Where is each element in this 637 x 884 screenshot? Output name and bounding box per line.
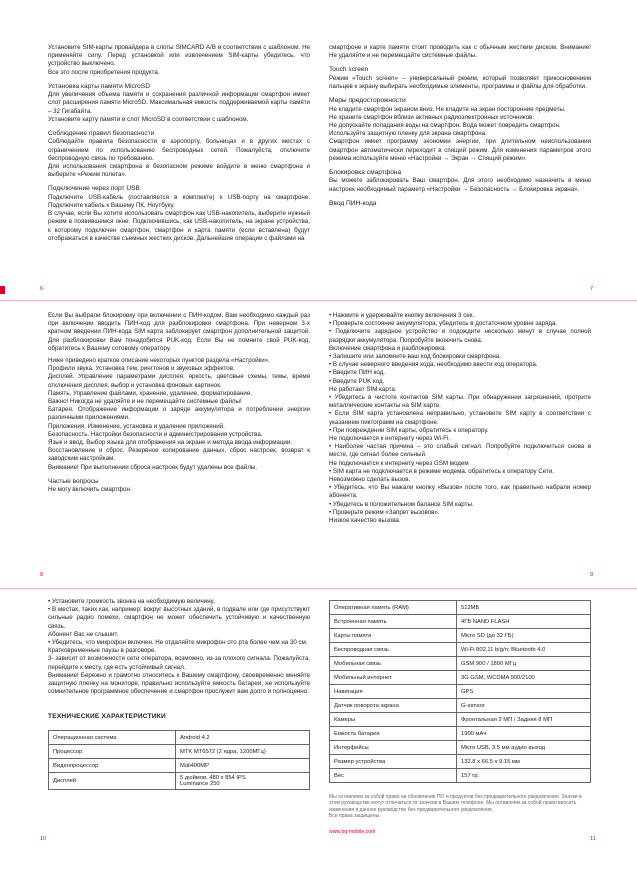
text-line: Важно! Никогда не удаляйте и не перемещайте системные файлы!	[48, 398, 242, 406]
text-line: • В случае неверного введения кода, необходимо ввести код оператора.	[329, 361, 538, 369]
spec-value: 5 дюймов, 480 x 854 IPS Luminance 250	[176, 773, 310, 790]
spec-row	[330, 699, 591, 713]
text-line: Не работает SIM карта.	[329, 385, 397, 393]
text-line: Память. Управление файлами, хранение, удаление, форматирование.	[48, 389, 253, 397]
text-line: Включение смартфона и разблокировка.	[329, 344, 447, 352]
page-8-column	[48, 312, 310, 498]
spec-row	[49, 731, 310, 745]
text-line: Подключите USB-кабель (поставляется в комплекте) к USB-порту на смартфоне. Подключите кабель к Вашему ПК, Ноутбуку.	[48, 193, 310, 210]
text-line: Все это после приобретения продукта.	[48, 68, 160, 76]
spec-value: Wi-Fi 802.11 b/g/n; Bluetooth 4.0	[457, 643, 591, 657]
page-number-8: 8	[40, 572, 44, 578]
spec-key: Емкость батареи	[330, 727, 457, 741]
spec-key: Вес	[330, 769, 457, 783]
spec-key: Интерфейсы	[330, 741, 457, 755]
spec-value: G-sensor	[457, 699, 591, 713]
spec-row	[330, 629, 591, 643]
text-line: • Установите громкость звонка на необходимую величину.	[48, 598, 215, 605]
text-line: Не допускайте попадания воды на смартфон. Вода может повредить смартфон.	[329, 122, 561, 130]
page-number-10: 10	[40, 836, 47, 842]
spec-row	[49, 745, 310, 759]
text-line: Для использования смартфона в безопасном режиме войдите в меню смартфона и выберите «Режим полета».	[48, 163, 310, 179]
text-line: Низкое качество вызова.	[329, 517, 401, 525]
spec-row	[49, 773, 310, 790]
text-line: Внимание! Бережно и грамотно относитесь к Вашему смартфону, своевременно меняйте защитную пленку на мониторе, правильно используйте емкость батареи, не используйте сомнительное программное обеспечение и смартфон прослужит вам долго и полноценно.	[48, 671, 310, 696]
text-line: Используйте защитную пленку для экрана смартфона.	[329, 130, 487, 138]
text-line: • Подключите зарядное устройство и подождите несколько минут в случае полной разрядки аккумулятора. Попробуйте включить снова.	[329, 328, 591, 344]
text-line: Приложения. Изменение, установка и удаление приложений.	[48, 422, 225, 430]
text-line: Установите карту памяти в слот MicroSD в соответствии с шаблоном.	[48, 115, 249, 123]
spread-divider-1	[0, 300, 637, 301]
page-number-11: 11	[590, 836, 596, 842]
spec-row	[330, 685, 591, 699]
text-line: • Проверьте режим «Запрет вызовов».	[329, 508, 440, 516]
spec-key: Видеопроцессор	[49, 759, 176, 773]
text-line: Соблюдайте правила безопасности в аэропорту, больницах и в других местах с ограничением по использованию беспроводных сетей. Пожалуйста, отключите беспроводную связь по требованию.	[48, 138, 310, 162]
spec-key: Операционная система	[49, 731, 176, 745]
spec-value: 4ГБ NAND FLASH	[457, 615, 591, 629]
text-line: Внимание! При выполнении сброса настроек будут удалены все файлы.	[48, 463, 258, 471]
spec-key: Процессор	[49, 745, 176, 759]
spec-value: Фронтальная 2 МП / Задняя 8 МП	[457, 713, 591, 727]
text-line: • Проверьте состояние аккумулятора, убедитесь в достаточном уровне заряда.	[329, 320, 558, 328]
text-line: • Введите ПИН код.	[329, 369, 386, 377]
text-line: • Убедитесь в положительном балансе SIM карты.	[329, 500, 474, 508]
text-line: • Убедитесь в чистоте контактов SIM карты. При обнаружении загрязнений, протрите металлические контакты на SIM карте.	[329, 394, 591, 410]
spec-row	[330, 713, 591, 727]
page-7-column	[329, 44, 591, 208]
spec-key: Встроенная память	[330, 615, 457, 629]
spec-row	[330, 615, 591, 629]
text-line: • Убедитесь, что микрофон включен. Не отдаляйте микрофон ото рта более чем на 30 см.	[48, 639, 308, 647]
text-line: • SIM карта не подключается в режиме модема, обратитесь к оператору Сети.	[329, 467, 555, 475]
spec-value: Mali400MP	[176, 759, 310, 773]
body-paragraph	[329, 106, 591, 163]
spec-key: Оперативная память (RAM)	[330, 601, 457, 615]
text-line: • Если SIM карта установлена неправильно, установите SIM карту в соответствии с указанием пиктограмм на смартфоне.	[329, 410, 591, 426]
text-line: Не подключается к интернету через GSM модем	[329, 459, 469, 467]
section-heading: Соблюдение правил безопасности	[48, 130, 155, 138]
page-9-column	[329, 312, 591, 529]
text-line: • Убедитесь, что Вы нажали кнопку «Вызов» после того, как правильно набрали номер абонента.	[329, 484, 591, 500]
spec-key: Мобильная связь	[330, 657, 457, 671]
spec-row	[330, 643, 591, 657]
text-line: • Запишите или запомните ваш код блокировки смартфона.	[329, 353, 501, 361]
text-line: Дисплей. Управление параметрами дисплея: яркость, цветовые схемы, темы, время отключения дисплея, выбор и установка фоновых картинок.	[48, 373, 310, 389]
text-line: Ниже приведено краткое описание некоторых пунктов раздела «Настройки».	[48, 357, 270, 365]
page-number-6: 6	[40, 286, 44, 292]
text-line: • При повреждении SIM карты, обратитесь к оператору.	[329, 426, 489, 434]
text-line: Профили звука. Установка тем, рингтонов и звуковых эффектов.	[48, 365, 235, 373]
body-paragraph	[48, 357, 310, 472]
spec-row	[330, 755, 591, 769]
spec-row	[330, 601, 591, 615]
section-heading: Ввод ПИН-кода	[329, 199, 377, 207]
spec-key: Навигация	[330, 685, 457, 699]
spec-row	[330, 671, 591, 685]
spread-divider-2	[0, 588, 637, 589]
specs-heading: ТЕХНИЧЕСКИЕ ХАРАКТЕРИСТИКИ	[48, 713, 166, 720]
text-line: Режим «Touch screen» – универсальный режим, который позволяет прикосновением пальцев к экрану выбирать необходимые элементы, программы и файлы для обработки.	[329, 74, 591, 91]
text-line: • В местах, таких как, например: вокруг высотных зданий, в подвале или где присутствуют сильные радио помехи, смартфон не может обеспечить устойчивую и качественную связь.	[48, 606, 310, 630]
spec-key: Карты памяти	[330, 629, 457, 643]
body-paragraph	[48, 598, 310, 696]
spec-value: 512МБ	[457, 601, 591, 615]
text-line: Безопасность. Настройки безопасности и администрирования устройства.	[48, 430, 263, 438]
spec-value: Android 4.2	[176, 731, 310, 745]
spec-value: 3G GSM, WCDMA 900/2100	[457, 671, 591, 685]
body-paragraph	[48, 486, 310, 494]
spec-key: Размер устройства	[330, 755, 457, 769]
spec-value: GPS	[457, 685, 591, 699]
spec-value: GSM 900 / 1800 МГц	[457, 657, 591, 671]
spec-value: 1900 мАч	[457, 727, 591, 741]
spec-key: Мобильный интернет	[330, 671, 457, 685]
section-heading: Частые вопросы	[48, 477, 99, 485]
text-line: Для увеличения объема памяти и сохранения различной информации смартфон имеет слот расширения памяти MicroSD. Максимальная емкость поддерживаемой карты памяти – 32 Гигабайта.	[48, 91, 310, 115]
text-line: Не подключается к интернету через Wi-Fi.	[329, 435, 451, 443]
body-paragraph	[48, 91, 310, 124]
spec-row	[330, 741, 591, 755]
text-line: Восстановление и сброс. Резервное копирование данных, сброс настроек, возврат к заводским настройкам.	[48, 447, 310, 463]
text-line: Установите SIM-карты провайдера в слоты SIMCARD A/B в соответствии с шаблоном. Не применяйте силу. Перед установкой или извлечением SIM-карты убедитесь, что устройство выключено.	[48, 44, 310, 68]
text-line: Невозможно сделать вызов.	[329, 476, 411, 484]
website-link[interactable]: www.bq-mobile.com	[329, 829, 376, 835]
text-line: смартфоне и карте памяти стоит проводить как с обычным жестким диском. Внимание! Не удаляйте и не перемещайте системные файлы.	[329, 44, 591, 60]
text-line: • Введите PUK код.	[329, 377, 385, 385]
text-line: 3- зависит от возможности сети оператора, возможно, из-за плохого сигнала. Пожалуйста, перейдите к месту, где есть устойчивый сигнал.	[48, 655, 310, 671]
page-number-7: 7	[590, 286, 594, 292]
text-line: Абонент Вас не слышит.	[48, 630, 119, 638]
spec-value: Micro SD (до 32 ГБ)	[457, 629, 591, 643]
text-line: Кратковременные паузы в разговоре.	[48, 647, 157, 655]
legal-disclaimer: Мы оставляем за собой право на обновление ПО и продуктов без предварительного уведомления. Значки в этом руководстве могут отличаться от значков в Вашем телефоне. Мы оставляем за собой право вносить изменения в данное руководство без предварительного уведомления. Все права защищены.	[329, 794, 582, 820]
body-paragraph	[329, 44, 591, 60]
body-paragraph	[329, 177, 591, 193]
sidebar-accent	[0, 286, 5, 294]
body-paragraph	[329, 312, 591, 525]
specs-table-part-2	[329, 600, 591, 783]
section-heading: Меры предосторожности	[329, 97, 406, 105]
text-line: Если Вы выбрали блокировку при включении с ПИН-кодом, Вам необходимо каждый раз при включении вводить ПИН-код для разблокировки смартфона. При неверном 3-х кратном введении ПИН-кода SIM карта заблокирует смартфон дополнительной защитой. Для разблокировки Вам понадобится PUK-код. Если Вы не помните свой PUK-код, обратитесь к Вашему сотовому оператору.	[48, 312, 310, 352]
section-heading: Блокировка смартфона	[329, 169, 402, 177]
spec-value: MTK MT6572 (2 ядра, 1200МГц)	[176, 745, 310, 759]
spec-row	[330, 727, 591, 741]
spec-key: Дисплей	[49, 773, 176, 790]
text-line: Язык и ввод. Выбор языка для отображения на экране и метода ввода информации.	[48, 439, 293, 447]
spec-value: Micro USB, 3.5 мм аудио выход	[457, 741, 591, 755]
spec-row	[330, 769, 591, 783]
page-6-column	[48, 44, 310, 247]
text-line: Не храните смартфон вблизи активных радиоэлектронных источников.	[329, 113, 535, 121]
body-paragraph	[48, 44, 310, 77]
page-10-column	[48, 598, 310, 700]
spec-row	[330, 657, 591, 671]
text-line: Батарея. Отображение информации о заряде аккумулятора и потреблении энергии различными приложениями.	[48, 406, 310, 422]
spec-key: Камеры	[330, 713, 457, 727]
page-number-9: 9	[590, 572, 594, 578]
text-line: Вы можете заблокировать Ваш смартфон. Для этого необходимо назначить в меню настроек необходимый параметр «Настройки → Безопасность → Блокировка экрана».	[329, 177, 591, 193]
body-paragraph	[48, 312, 310, 353]
text-line: Смартфон имеет программу экономии энергии, при длительном неиспользовании смартфон автоматически переходит в спящий режим. Для изменения параметров этого режима используйте меню «Настройки → Экран → Спящий режим».	[329, 138, 591, 162]
spec-value: 157 гр.	[457, 769, 591, 783]
body-paragraph	[48, 194, 310, 243]
body-paragraph	[48, 138, 310, 179]
text-line: • Нажмите и удерживайте кнопку включения 3 сек.	[329, 312, 475, 319]
text-line: Не кладите смартфон экраном вниз. Не кладите на экран посторонние предметы.	[329, 105, 566, 113]
spec-key: Датчик поворота экрана	[330, 699, 457, 713]
spec-value: 132.8 x 66.5 x 9.15 мм	[457, 755, 591, 769]
text-line: Не могу включить смартфон.	[48, 486, 132, 494]
spec-row	[49, 759, 310, 773]
spec-key: Беспроводная связь	[330, 643, 457, 657]
text-line: • Наиболее частая причина – это слабый сигнал. Попробуйте подключиться снова в месте, где сигнал более сильный.	[329, 443, 591, 459]
text-line: В случае, если Вы хотите использовать смартфон как USB-накопитель, выберите нужный режим в появившемся окне. Подключившись, как USB-накопитель, на экране устройства, к которому подключен смартфон, смартфон и карта памяти (если вставлена) будут отображаться в качестве съемных жестких дисков. Дальнейшие операции с файлами на	[48, 210, 310, 242]
section-heading: Установка карты памяти MicroSD	[48, 82, 150, 90]
section-heading: Touch screen	[329, 66, 369, 74]
body-paragraph	[329, 75, 591, 91]
section-heading: Подключение через порт USB	[48, 185, 140, 193]
specs-table-part-1	[48, 730, 310, 790]
